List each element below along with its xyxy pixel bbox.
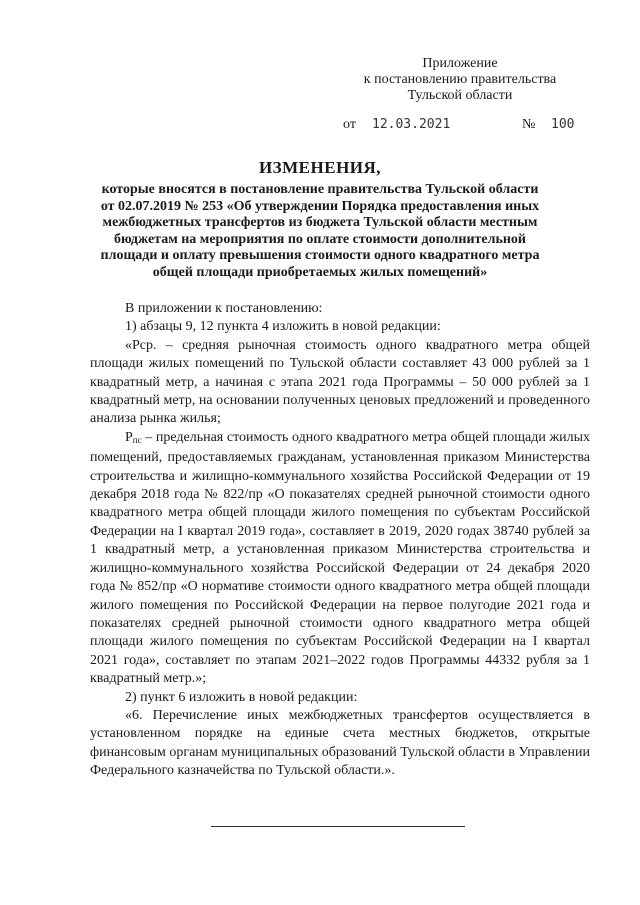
appendix-header [330,56,590,104]
number-label: № [522,117,536,132]
paragraph-rsr-definition: «Рср. – средняя рыночная стоимость одного квадратного метра общей площади жилых помещений по Тульской области составляет 43 000 рублей за 1 квадратный метр, а начиная с этапа 2021 года Программы – 50 000 рублей за 1 квадратный метр, на основании полученных ценовых предложений и проведенного анализа рынка жилья; [90,337,590,427]
document-date: 12.03.2021 [372,117,451,132]
date-label: от [343,117,356,132]
paragraph-rps-definition [90,429,590,689]
paragraph-item-2: 2) пункт 6 изложить в новой редакции: [125,689,358,705]
paragraph-item-1: 1) абзацы 9, 12 пункта 4 изложить в новой редакции: [125,319,441,335]
paragraph-item-6-text: «6. Перечисление иных межбюджетных трансфертов осуществляется в установленном порядке на единые счета местных бюджетов, открытые финансовым органам муниципальных образований Тульской области в Управлении Федерального казначейства по Тульской области.». [90,707,591,779]
rps-subscript: пс [132,434,142,445]
appendix-line-3: Тульской области [407,88,513,103]
appendix-line-2: к постановлению правительства [363,72,557,87]
rps-symbol: Р [125,429,133,445]
rps-text: – предельная стоимость одного квадратного метра общей площади жилых помещений, предоставляемых гражданам, установленная приказом Министерства строительства и жилищно-коммунального хозяйства Российской Федерации от 19 декабря 2018 года № 822/пр «О показателях средней рыночной стоимости одного квадратного метра общей площади жилого помещения по субъектам Российской Федерации на I квартал 2019 года», составляет в 2019, 2020 годах 38740 рублей за 1 квадратный метр, а установленная приказом Министерства строительства и жилищно-коммунального хозяйства Российской Федерации от 24 декабря 2020 года № 852/пр «О нормативе стоимости одного квадратного метра общей площади жилого помещения по Российской Федерации на первое полугодие 2021 года и показателях средней рыночной стоимости одного квадратного метра общей площади жилого помещения по субъектам Российской Федерации на I квартал 2021 года», составляет по этапам 2021–2022 годов Программы 44332 рубля за 1 квадратный метр.»; [90,429,590,687]
document-title: ИЗМЕНЕНИЯ, [258,158,382,177]
closing-divider [211,826,465,827]
document-body [90,300,590,781]
document-subtitle: которые вносятся в постановление правительства Тульской области от 02.07.2019 № 253 «Об утверждении Порядка предоставления иных межбюджетных трансфертов из бюджета Тульской области местным бюджетам на мероприятия по оплате стоимости дополнительной площади и оплату превышения стоимости одного квадратного метра общей площади приобретаемых жилых помещений» [100,182,540,280]
appendix-line-1: Приложение [422,56,498,71]
document-number: 100 [551,117,575,132]
paragraph-intro: В приложении к постановлению: [125,301,323,316]
